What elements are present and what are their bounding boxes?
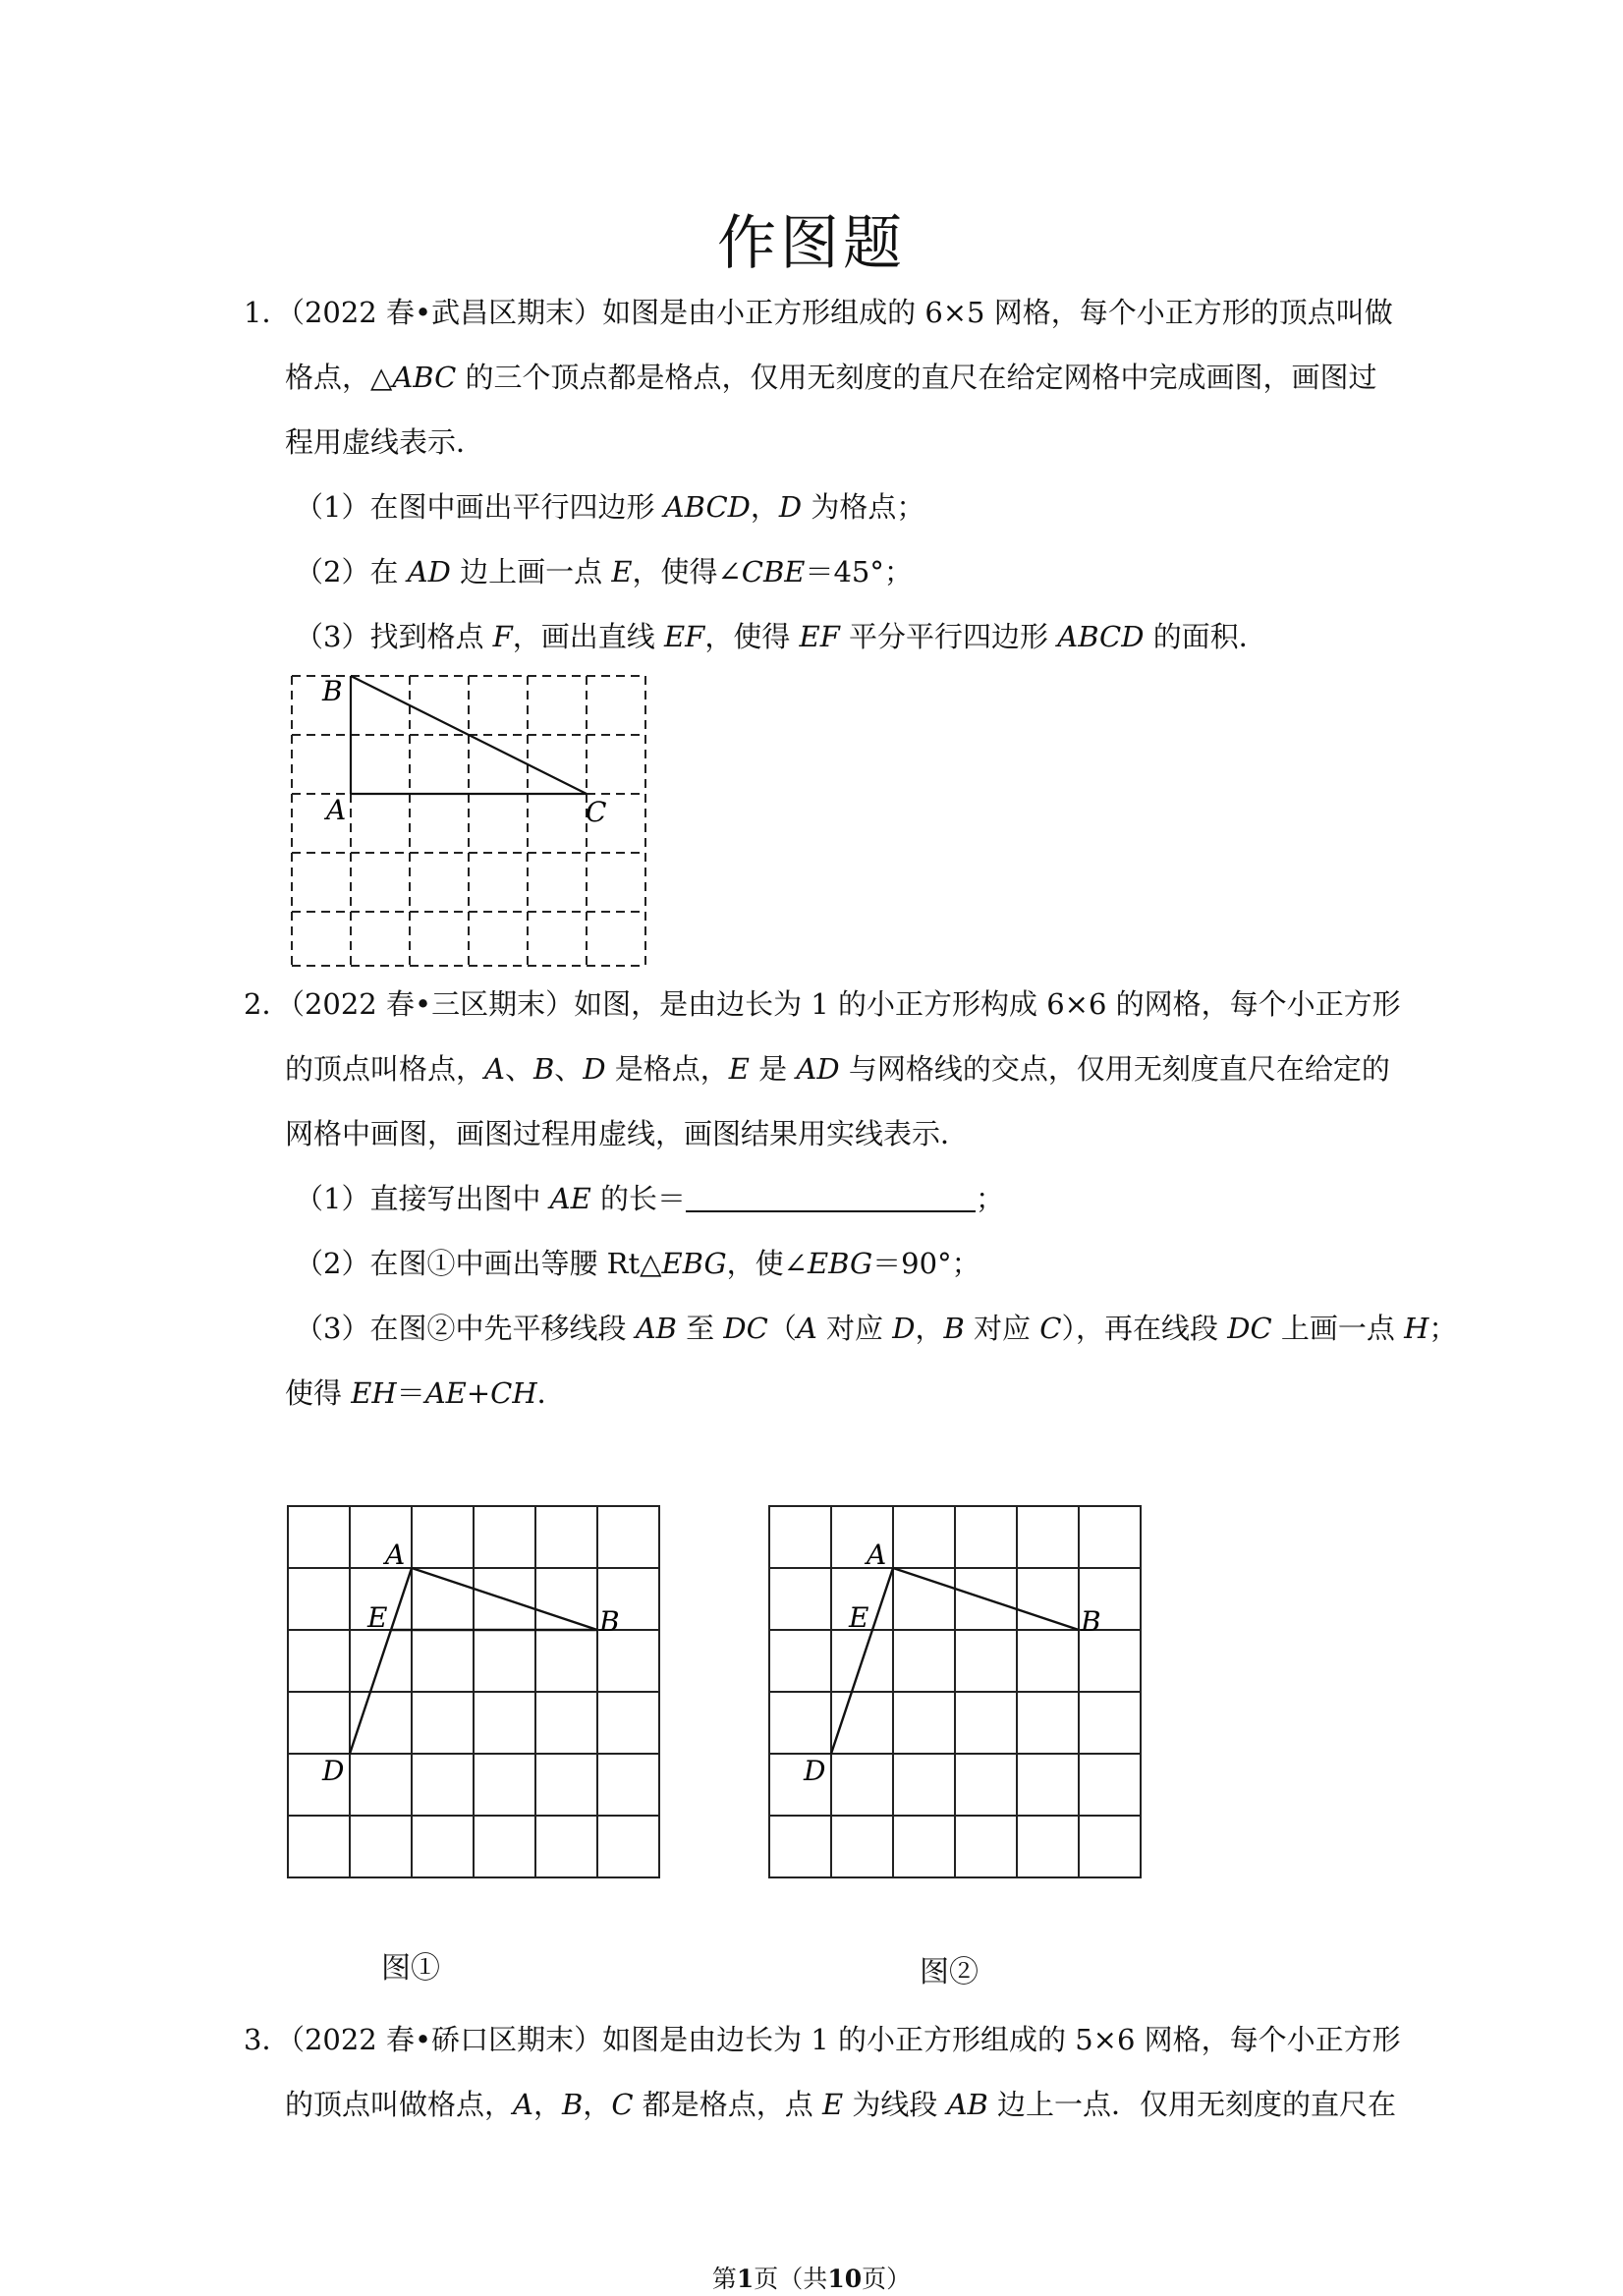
q1-label-c: C [586, 796, 607, 828]
q2-caption-1: 图① [381, 1951, 440, 1986]
q1-line2: 格点，△ABC 的三个顶点都是格点，仅用无刻度的直尺在给定网格中完成画图，画图过 [285, 361, 1377, 394]
q2-line3: 网格中画图，画图过程用虚线，画图结果用实线表示． [285, 1117, 970, 1150]
q2-fig2-grid [769, 1506, 1141, 1877]
q1-sub3: （3）找到格点 F，画出直线 EF，使得 EF 平分平行四边形 ABCD 的面积． [295, 620, 1267, 653]
q2-figure-1 [275, 1493, 668, 1886]
q1-line1: 1．（2022 春•武昌区期末）如图是由小正方形组成的 6×5 网格，每个小正方形的顶点叫做 [244, 296, 1393, 329]
answer-blank[interactable] [686, 1181, 976, 1212]
q1-label-a: A [326, 794, 347, 826]
q2-figure-2 [756, 1493, 1149, 1886]
page-title: 作图题 [717, 209, 906, 278]
segment-ad [350, 1568, 412, 1754]
q2-fig1-label-d: D [322, 1755, 345, 1787]
q1-label-b: B [322, 675, 343, 707]
page-footer: 第1页（共10页） [711, 2265, 912, 2293]
q2-fig1-label-e: E [367, 1601, 388, 1634]
q2-line1: 2．（2022 春•三区期末）如图，是由边长为 1 的小正方形构成 6×6 的网格，每个小正方形 [244, 987, 1401, 1021]
q2-sub2: （2）在图①中画出等腰 Rt△EBG，使∠EBG＝90°； [295, 1247, 980, 1280]
q2-sub3-cont: 使得 EH＝AE+CH． [285, 1376, 566, 1410]
segment-ab [893, 1568, 1079, 1630]
q2-sub3: （3）在图②中先平移线段 AB 至 DC（A 对应 D，B 对应 C），再在线段 DC 上画一点 H； [295, 1312, 1458, 1345]
q3-line1: 3．（2022 春•硚口区期末）如图是由边长为 1 的小正方形组成的 5×6 网格，每个小正方形 [244, 2023, 1401, 2056]
q1-sub2: （2）在 AD 边上画一点 E，使得∠CBE＝45°； [295, 555, 913, 588]
q2-line2: 的顶点叫格点，A、B、D 是格点，E 是 AD 与网格线的交点，仅用无刻度直尺在给定的 [285, 1052, 1390, 1086]
q1-grid-figure [285, 666, 658, 971]
q2-fig2-label-a: A [867, 1539, 887, 1571]
segment-ab [412, 1568, 597, 1630]
q1-line3: 程用虚线表示． [285, 425, 485, 459]
q2-fig1-grid [288, 1506, 659, 1877]
q2-fig1-label-b: B [599, 1605, 620, 1638]
q2-fig2-label-e: E [849, 1601, 869, 1634]
q3-line2: 的顶点叫做格点，A，B，C 都是格点，点 E 为线段 AB 边上一点．仅用无刻度的直尺在 [285, 2088, 1397, 2121]
q2-fig1-label-a: A [385, 1539, 406, 1571]
q2-fig2-label-d: D [804, 1755, 826, 1787]
q2-caption-2: 图② [920, 1955, 979, 1989]
q2-sub1: （1）直接写出图中 AE 的长＝ ； [295, 1182, 1005, 1215]
segment-ad [831, 1568, 893, 1754]
q1-sub1: （1）在图中画出平行四边形 ABCD，D 为格点； [295, 490, 925, 524]
q2-fig2-label-b: B [1081, 1605, 1101, 1638]
